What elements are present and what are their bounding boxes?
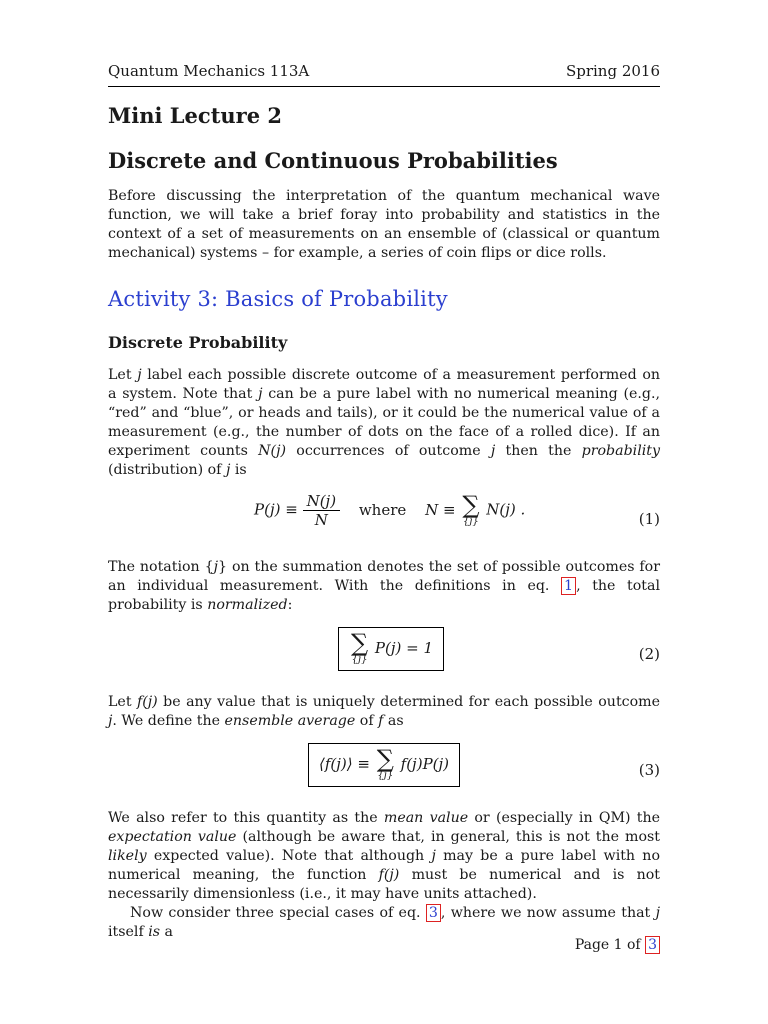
math-j: j xyxy=(213,559,219,575)
math-N-of-j: N(j) xyxy=(258,443,287,459)
text-run: , where we now assume that xyxy=(440,905,656,921)
text-run: or (especially in QM) the xyxy=(468,810,661,826)
sigma-glyph: ∑ xyxy=(462,490,480,519)
eq1-numerator: N(j) xyxy=(303,492,340,511)
equation-number: (2) xyxy=(638,645,660,663)
text-run: . We define the xyxy=(112,713,225,729)
text-run: a xyxy=(160,924,174,940)
emphasis-probability: probability xyxy=(581,443,660,459)
boxed-equation xyxy=(308,743,460,787)
text-run: Let xyxy=(108,694,137,710)
math-j: j xyxy=(108,713,113,729)
paragraph-discrete-definition xyxy=(108,366,660,480)
eq1-rhs-term: N(j) . xyxy=(486,500,526,519)
emphasis-normalized: normalized xyxy=(207,597,288,613)
eq3-lhs: ⟨f(j)⟩ ≡ xyxy=(319,755,370,773)
page-footer xyxy=(575,937,660,953)
text-run: occurrences of outcome xyxy=(286,443,491,459)
eq1-rhs-lhs: N ≡ xyxy=(425,500,456,519)
text-run: , the total probability is xyxy=(108,578,660,613)
equation-3 xyxy=(108,743,660,799)
equation-number: (3) xyxy=(638,761,660,779)
text-run: } on the summation denotes the set of possible outcomes for an individual measurement. With the definitions in eq. xyxy=(108,559,660,594)
eq3-rhs: f(j)P(j) xyxy=(400,755,450,773)
lecture-subtitle: Discrete and Continuous Probabilities xyxy=(108,148,558,173)
course-name: Quantum Mechanics 113A xyxy=(108,62,310,80)
text-run: must be numerical and is not necessarily dimensionless (i.e., it may have units attached). xyxy=(108,867,661,902)
equation-reference-link[interactable]: 3 xyxy=(426,904,441,922)
text-run: itself xyxy=(108,924,149,940)
term-label: Spring 2016 xyxy=(565,62,660,80)
total-pages-link[interactable]: 3 xyxy=(645,936,660,954)
text-run: (distribution) of xyxy=(108,462,226,478)
emphasis-likely: likely xyxy=(108,848,147,864)
sum-index: {j} xyxy=(377,770,394,781)
text-run: (although be aware that, in general, this is not the most xyxy=(236,829,660,845)
text-run: then the xyxy=(495,443,582,459)
main-content xyxy=(108,103,660,942)
math-f-of-j: f(j) xyxy=(136,694,158,710)
sigma-glyph: ∑ xyxy=(351,629,369,657)
header-rule xyxy=(108,86,660,87)
sum-index: {j} xyxy=(351,654,368,665)
sum-symbol xyxy=(351,629,369,666)
equation-2-expression xyxy=(338,627,444,671)
text-run: label each possible discrete outcome of a measurement performed on a system. Note that xyxy=(108,367,660,402)
sigma-glyph: ∑ xyxy=(376,745,394,773)
sum-symbol xyxy=(462,490,480,528)
activity-heading: Activity 3: Basics of Probability xyxy=(108,287,448,311)
lecture-title: Mini Lecture 2 xyxy=(108,103,283,128)
sum-symbol xyxy=(376,745,394,782)
math-f-of-j: f(j) xyxy=(378,867,400,883)
text-run: We also refer to this quantity as the xyxy=(108,810,384,826)
math-j: j xyxy=(655,905,660,921)
page-indicator: Page 1 of xyxy=(574,937,646,953)
text-run: can be a pure label with no numerical meaning (e.g., “red” and “blue”, or heads and tails), or it could be the numerical value of a measurement (e.g., the number of dots on the face of a rolled dice). If an experiment counts xyxy=(108,386,660,459)
emphasis-mean-value: mean value xyxy=(383,810,469,826)
text-run: : xyxy=(287,597,293,613)
equation-2 xyxy=(108,627,660,683)
equation-1 xyxy=(108,492,660,548)
text-run: be any value that is uniquely determined for each possible outcome xyxy=(157,694,660,710)
math-f: f xyxy=(378,713,384,729)
eq1-lhs: P(j) ≡ xyxy=(254,500,298,519)
math-j: j xyxy=(225,462,231,478)
math-j: j xyxy=(490,443,496,459)
emphasis-is: is xyxy=(148,924,161,940)
eq1-where: where xyxy=(358,500,407,519)
paragraph-ensemble-average xyxy=(108,693,660,731)
equation-3-expression xyxy=(308,743,460,787)
text-run: is xyxy=(230,462,247,478)
text-run: expected value). Note that although xyxy=(146,848,432,864)
text-run: of xyxy=(355,713,379,729)
paragraph-mean-value xyxy=(108,809,660,904)
section-heading: Discrete Probability xyxy=(108,333,288,352)
sum-index: {j} xyxy=(462,515,479,527)
math-j: j xyxy=(137,367,142,383)
intro-paragraph: Before discussing the interpretation of the quantum mechanical wave function, we will take a brief foray into probability and statistics in the context of a set of measurements on an ensemble of (classical or quantum mechanical) systems – for example, a series of coin flips or dice rolls. xyxy=(108,188,660,261)
math-j: j xyxy=(258,386,263,402)
emphasis-ensemble-average: ensemble average xyxy=(224,713,356,729)
equation-number: (1) xyxy=(638,510,660,528)
math-j: j xyxy=(431,848,436,864)
equation-reference-link[interactable]: 1 xyxy=(561,577,576,595)
eq2-body: P(j) = 1 xyxy=(374,639,434,657)
text-run: may be a pure label with no numerical meaning, the function xyxy=(108,848,660,883)
text-run: Let xyxy=(108,367,138,383)
text-run: as xyxy=(383,713,404,729)
paragraph-notation xyxy=(108,558,660,615)
text-run: Now consider three special cases of eq. xyxy=(130,905,426,921)
text-run: The notation { xyxy=(108,559,214,575)
eq1-fraction xyxy=(303,492,340,529)
running-header xyxy=(108,60,660,86)
emphasis-expectation-value: expectation value xyxy=(108,829,237,845)
boxed-equation xyxy=(338,627,444,671)
eq1-denominator: N xyxy=(314,511,328,529)
equation-1-expression xyxy=(254,492,525,529)
